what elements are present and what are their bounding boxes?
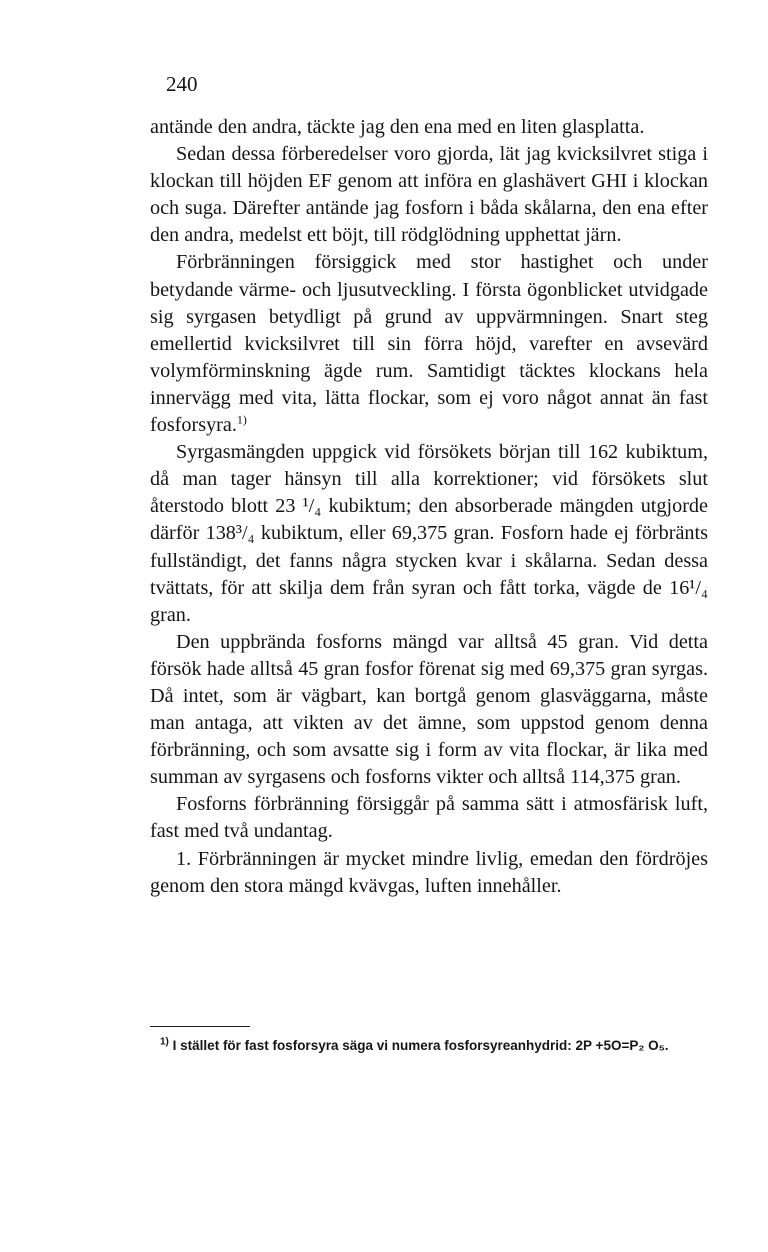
paragraph-7: 1. Förbränningen är mycket mindre livlig, emedan den fördröjes genom den stora mängd kvävgas, luften innehåller. [150,847,708,897]
footnote-text: I stället för fast fosforsyra säga vi numera fosforsyreanhydrid: 2P +5O=P₂ O₅. [172,1038,669,1053]
paragraph-5: Den uppbrända fosforns mängd var alltså 45 gran. Vid detta försök hade alltså 45 gran fosfor förenat sig med 69,375 gran syrgas. Då intet, som är vägbart, kan bortgå genom glasväggarna, måste man antaga, att vikten av det ämne, som uppstod genom denna förbränning, och som avsatte sig i form av vita flockar, är lika med summan av syrgasens och fosforns vikter och alltså 114,375 gran. [150,630,708,789]
footnote-divider [150,1026,250,1027]
paragraph-4: Syrgasmängden uppgick vid försökets början till 162 kubiktum, då man tager hänsyn till alla korrektioner; vid försökets slut återstodo blott 23 ¹/₄ kubiktum; den absorberade mängden utgjorde därför 138³/₄ kubiktum, eller 69,375 gran. Fosforn hade ej förbränts fullständigt, det fanns några stycken kvar i skålarna. Sedan dessa tvättats, för att skilja dem från syran och fått torka, vägde de 16¹/₄ gran. [150,441,708,626]
footnote-reference: 1) [236,412,247,427]
paragraph-1: antände den andra, täckte jag den ena med en liten glasplatta. [150,116,645,138]
paragraph-3-text: Förbränningen försiggick med stor hastighet och under betydande värme- och ljusutveckling. I första ögonblicket utvidgade sig syrgasen betydligt på grund av uppvärmningen. Snart steg emellertid kvicksilvret till sin förra höjd, varefter en avsevärd volymförminskning ägde rum. Samtidigt täcktes klockans hela innervägg med vita, lätta flockar, som ej voro något annat än fast fosforsyra. [150,251,708,437]
page-number: 240 [166,72,198,96]
footnote-marker: 1) [160,1036,169,1048]
footnote [150,1036,708,1056]
paragraph-3 [150,249,708,439]
paragraph-6: Fosforns förbränning försiggår på samma sätt i atmosfärisk luft, fast med två undantag. [150,793,708,843]
body-text [150,114,708,900]
paragraph-2: Sedan dessa förberedelser voro gjorda, lät jag kvicksilvret stiga i klockan till höjden EF genom att införa en glashävert GHI i klockan och suga. Därefter antände jag fosforn i båda skålarna, den ena efter den andra, medelst ett böjt, till rödglödning upphettat järn. [150,143,708,247]
